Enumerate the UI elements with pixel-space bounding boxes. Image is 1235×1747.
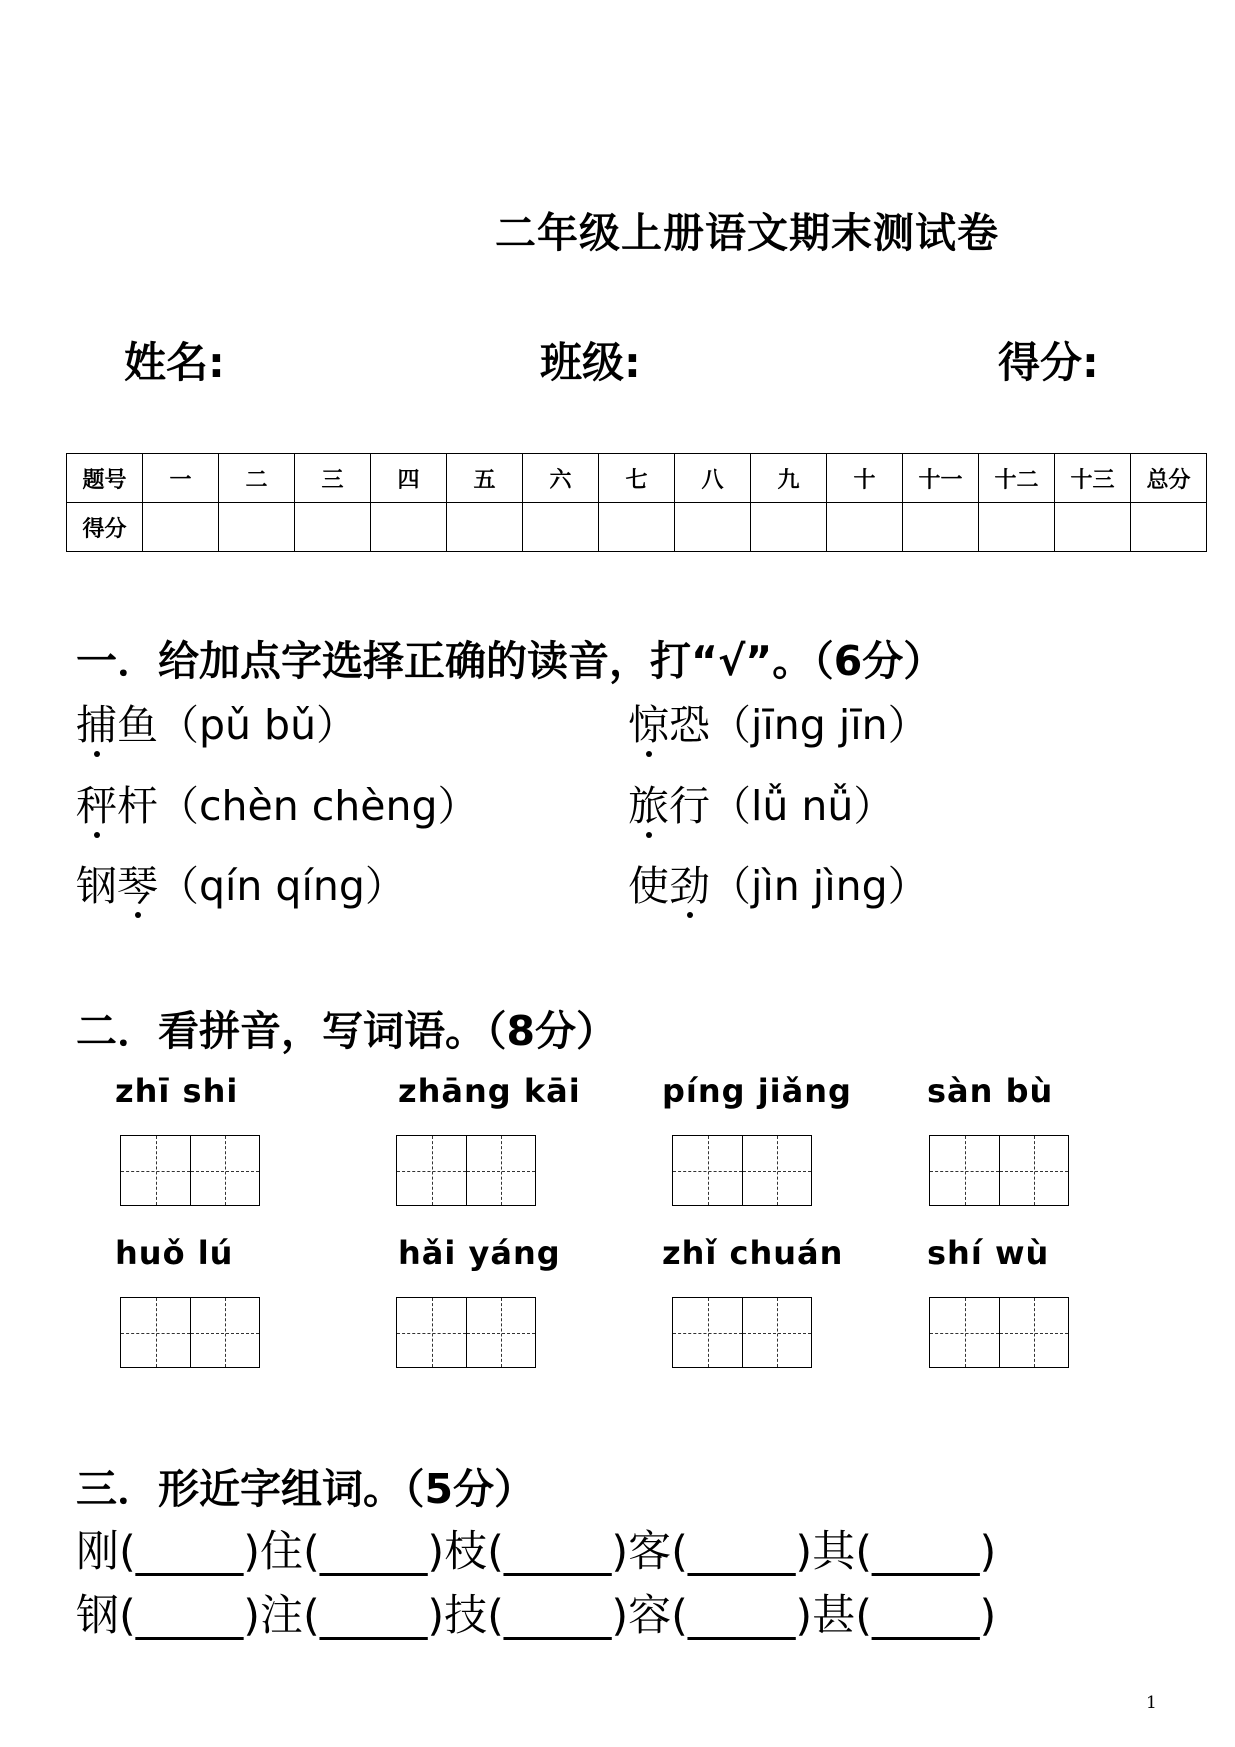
grid-cell[interactable]: [999, 1136, 1068, 1205]
char: 使: [628, 862, 669, 910]
char: 杆: [117, 782, 158, 830]
pinyin-label: zhī shi: [115, 1072, 239, 1110]
grid-cell[interactable]: [930, 1298, 999, 1367]
char: 恐: [669, 701, 710, 749]
grid-cell[interactable]: [466, 1298, 535, 1367]
dotted-char: 惊: [628, 692, 669, 751]
score-cell[interactable]: [523, 503, 599, 552]
pinyin-label: zhǐ chuán: [662, 1234, 844, 1272]
pinyin-label: sàn bù: [927, 1072, 1054, 1110]
score-cell[interactable]: [219, 503, 295, 552]
pinyin-options[interactable]: （jìn jìng）: [710, 862, 929, 910]
score-table-col: 六: [523, 454, 599, 503]
char: 钢: [76, 862, 117, 910]
score-cell[interactable]: [751, 503, 827, 552]
score-table-score-row: [67, 503, 1207, 552]
score-label: 得分:: [998, 338, 1099, 387]
grid-cell[interactable]: [673, 1298, 742, 1367]
score-table-row-head: 题号: [67, 454, 143, 503]
question-item: [76, 692, 357, 751]
pinyin-label: shí wù: [927, 1234, 1050, 1272]
section3-title: 三．形近字组词。（5分）: [76, 1465, 536, 1513]
grid-cell[interactable]: [190, 1298, 259, 1367]
writing-grid[interactable]: [396, 1135, 536, 1206]
score-cell[interactable]: [1055, 503, 1131, 552]
class-label: 班级:: [540, 338, 641, 387]
grid-cell[interactable]: [742, 1298, 811, 1367]
writing-grid[interactable]: [120, 1297, 260, 1368]
grid-cell[interactable]: [999, 1298, 1068, 1367]
score-cell[interactable]: [903, 503, 979, 552]
score-table-col: 五: [447, 454, 523, 503]
dotted-char: 秤: [76, 773, 117, 832]
writing-grid[interactable]: [672, 1135, 812, 1206]
word-group-line[interactable]: 刚(_____)住(_____)枝(_____)客(_____)其(_____): [76, 1527, 997, 1577]
word-group-line[interactable]: 钢(_____)注(_____)技(_____)容(_____)甚(_____): [76, 1591, 997, 1641]
writing-grid[interactable]: [672, 1297, 812, 1368]
dotted-char: 捕: [76, 692, 117, 751]
char: 鱼: [117, 701, 158, 749]
pinyin-options[interactable]: （lǚ nǚ）: [710, 782, 895, 830]
grid-cell[interactable]: [742, 1136, 811, 1205]
writing-grid[interactable]: [120, 1135, 260, 1206]
score-table-col: 十: [827, 454, 903, 503]
pinyin-label: hǎi yáng: [398, 1234, 561, 1272]
pinyin-label: píng jiǎng: [662, 1072, 852, 1110]
writing-grid[interactable]: [396, 1297, 536, 1368]
score-cell[interactable]: [675, 503, 751, 552]
grid-cell[interactable]: [190, 1136, 259, 1205]
pinyin-label: huǒ lú: [115, 1234, 234, 1272]
grid-cell[interactable]: [397, 1298, 466, 1367]
score-cell[interactable]: [599, 503, 675, 552]
score-table-col: 十二: [979, 454, 1055, 503]
page-number: 1: [1146, 1693, 1157, 1713]
question-item: [76, 853, 406, 912]
grid-cell[interactable]: [466, 1136, 535, 1205]
pinyin-options[interactable]: （qín qíng）: [158, 862, 406, 910]
pinyin-label: zhāng kāi: [398, 1072, 581, 1110]
question-item: [628, 853, 929, 912]
dotted-char: 劲: [669, 853, 710, 912]
pinyin-options[interactable]: （pǔ bǔ）: [158, 701, 358, 749]
score-cell[interactable]: [143, 503, 219, 552]
score-table-col: 七: [599, 454, 675, 503]
score-table-col: 八: [675, 454, 751, 503]
char: 行: [669, 782, 710, 830]
score-table-col: 九: [751, 454, 827, 503]
grid-cell[interactable]: [121, 1298, 190, 1367]
grid-cell[interactable]: [121, 1136, 190, 1205]
question-item: [76, 773, 479, 832]
section2-title: 二．看拼音，写词语。（8分）: [76, 1007, 618, 1055]
dotted-char: 琴: [117, 853, 158, 912]
score-cell[interactable]: [295, 503, 371, 552]
score-cell[interactable]: [371, 503, 447, 552]
score-table-col: 一: [143, 454, 219, 503]
score-table-header-row: [67, 454, 1207, 503]
question-item: [628, 692, 929, 751]
score-cell[interactable]: [979, 503, 1055, 552]
grid-cell[interactable]: [397, 1136, 466, 1205]
pinyin-options[interactable]: （jīng jīn）: [710, 701, 929, 749]
score-table-col: 总分: [1131, 454, 1207, 503]
score-table: [66, 453, 1207, 552]
pinyin-options[interactable]: （chèn chèng）: [158, 782, 479, 830]
question-item: [628, 773, 894, 832]
grid-cell[interactable]: [930, 1136, 999, 1205]
writing-grid[interactable]: [929, 1135, 1069, 1206]
score-cell[interactable]: [1131, 503, 1207, 552]
score-table-col: 十三: [1055, 454, 1131, 503]
grid-cell[interactable]: [673, 1136, 742, 1205]
score-table-col: 四: [371, 454, 447, 503]
score-cell[interactable]: [447, 503, 523, 552]
score-table-col: 二: [219, 454, 295, 503]
writing-grid[interactable]: [929, 1297, 1069, 1368]
section1-title: 一．给加点字选择正确的读音，打“√”。（6分）: [76, 637, 945, 685]
page-title: 二年级上册语文期末测试卷: [495, 209, 999, 257]
dotted-char: 旅: [628, 773, 669, 832]
score-table-row-head: 得分: [67, 503, 143, 552]
score-table-col: 三: [295, 454, 371, 503]
score-table-col: 十一: [903, 454, 979, 503]
name-label: 姓名:: [124, 338, 225, 387]
score-cell[interactable]: [827, 503, 903, 552]
